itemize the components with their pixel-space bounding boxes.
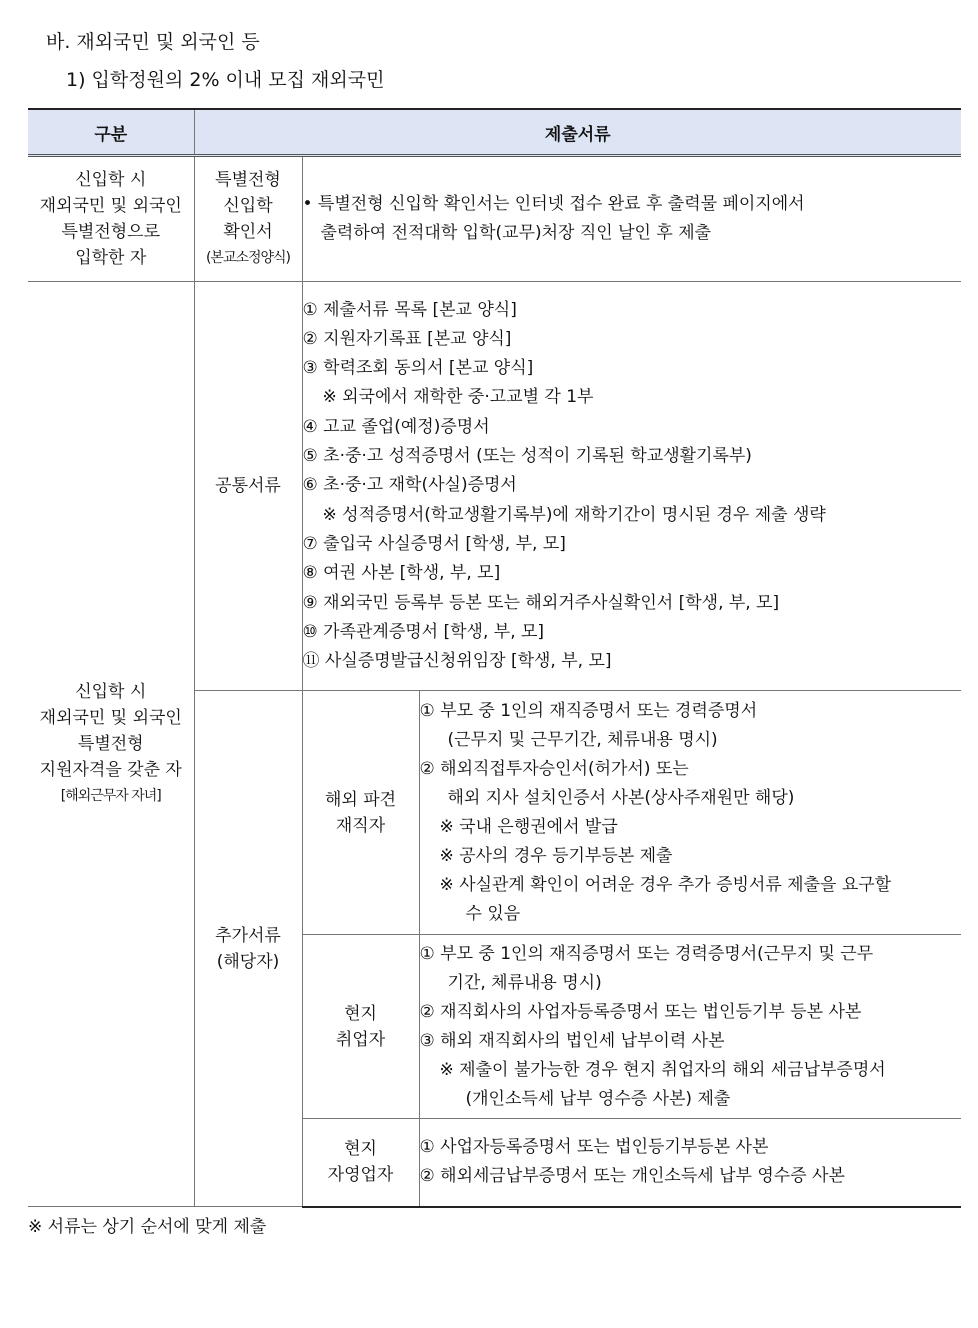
list-note: ※ 공사의 경우 등기부등본 제출 — [439, 845, 673, 866]
list-note-cont: (개인소득세 납부 영수증 사본) 제출 — [465, 1088, 731, 1109]
list-item: ② 해외직접투자승인서(허가서) 또는 — [419, 758, 689, 779]
applicant-line: 재외국민 및 외국인 — [39, 708, 182, 728]
list-item-cont: (근무지 및 근무기간, 체류내용 명시) — [447, 729, 718, 750]
list-item-cont: 기간, 체류내용 명시) — [447, 972, 602, 993]
table-row-new-admission-confirm — [28, 156, 961, 282]
list-item: ③ 해외 재직회사의 법인세 납부이력 사본 — [419, 1030, 725, 1051]
applicant-line: 특별전형 — [77, 734, 144, 754]
list-note: ※ 외국에서 재학한 중·고교별 각 1부 — [322, 387, 594, 408]
list-item: ② 해외세금납부증명서 또는 개인소득세 납부 영수증 사본 — [419, 1166, 845, 1187]
dispatched-label — [302, 691, 419, 935]
list-note: ※ 제출이 불가능한 경우 현지 취업자의 해외 세금납부증명서 — [439, 1059, 886, 1080]
subsection-title: 1) 입학정원의 2% 이내 모집 재외국민 — [66, 69, 385, 91]
applicant-cell-1 — [28, 156, 194, 282]
list-item: ⑤ 초·중·고 성적증명서 (또는 성적이 기록된 학교생활기록부) — [302, 446, 752, 467]
list-item: ② 지원자기록표 [본교 양식] — [302, 328, 512, 349]
self-employed-label-line: 자영업자 — [327, 1165, 394, 1186]
applicant-line: 지원자격을 갖춘 자 — [39, 760, 182, 780]
self-employed-label-line: 현지 — [344, 1139, 377, 1160]
applicant-line: 입학한 자 — [75, 248, 147, 268]
list-item: ⑧ 여권 사본 [학생, 부, 모] — [302, 563, 501, 584]
list-item: ⑦ 출입국 사실증명서 [학생, 부, 모] — [302, 533, 566, 554]
list-item: ① 제출서류 목록 [본교 양식] — [302, 299, 517, 320]
applicant-cell-2 — [28, 282, 194, 1207]
list-item: ③ 학력조회 동의서 [본교 양식] — [302, 358, 534, 379]
list-note: ※ 국내 은행권에서 발급 — [439, 816, 618, 837]
list-item: ⑪ 사실증명발급신청위임장 [학생, 부, 모] — [302, 651, 612, 672]
local-employee-label-line: 현지 — [344, 1003, 377, 1024]
applicant-line: 재외국민 및 외국인 — [39, 196, 182, 216]
doc-type-note: (본교소정양식) — [205, 250, 291, 266]
header-documents: 제출서류 — [194, 109, 961, 156]
doc-type-cell — [194, 156, 302, 282]
dispatched-docs-list — [419, 691, 961, 935]
list-item: ⑥ 초·중·고 재학(사실)증명서 — [302, 475, 517, 496]
applicant-line: 신입학 시 — [75, 682, 147, 702]
doc-type-line: 특별전형 — [215, 170, 281, 190]
self-employed-docs-list — [419, 1119, 961, 1207]
list-item: ② 재직회사의 사업자등록증명서 또는 법인등기부 등본 사본 — [419, 1001, 862, 1022]
footnote: ※ 서류는 상기 순서에 맞게 제출 — [28, 1217, 267, 1237]
additional-docs-label — [194, 691, 302, 1207]
list-item: ① 부모 중 1인의 재직증명서 또는 경력증명서 — [419, 700, 758, 721]
list-note: ※ 성적증명서(학교생활기록부)에 재학기간이 명시된 경우 제출 생략 — [322, 504, 826, 525]
section-title: 바. 재외국민 및 외국인 등 — [46, 31, 260, 53]
confirm-instructions-cell — [302, 156, 961, 282]
additional-label-line: 추가서류 — [215, 925, 281, 946]
additional-label-line: (해당자) — [216, 951, 280, 972]
list-item-cont: 해외 지사 설치인증서 사본(상사주재원만 해당) — [447, 787, 795, 808]
list-item: ④ 고교 졸업(예정)증명서 — [302, 416, 490, 437]
common-docs-label: 공통서류 — [194, 282, 302, 691]
bullet-line: 출력하여 전적대학 입학(교무)처장 직인 날인 후 제출 — [320, 223, 712, 243]
self-employed-label — [302, 1119, 419, 1207]
list-item: ⑨ 재외국민 등록부 등본 또는 해외거주사실확인서 [학생, 부, 모] — [302, 592, 780, 613]
doc-type-line: 확인서 — [223, 222, 273, 242]
local-employee-docs-list — [419, 935, 961, 1119]
applicant-note: [해외근무자 자녀] — [60, 788, 161, 804]
common-docs-list — [302, 282, 961, 691]
header-category: 구분 — [28, 109, 194, 156]
list-item: ① 부모 중 1인의 재직증명서 또는 경력증명서(근무지 및 근무 — [419, 943, 874, 964]
applicant-line: 신입학 시 — [75, 170, 147, 190]
bullet-line: • 특별전형 신입학 확인서는 인터넷 접수 완료 후 출력물 페이지에서 — [302, 194, 805, 214]
local-employee-label — [302, 935, 419, 1119]
doc-type-line: 신입학 — [223, 196, 273, 216]
applicant-line: 특별전형으로 — [61, 222, 161, 242]
local-employee-label-line: 취업자 — [335, 1029, 386, 1050]
list-item: ⑩ 가족관계증명서 [학생, 부, 모] — [302, 621, 545, 642]
dispatched-label-line: 재직자 — [335, 815, 386, 836]
table-header-row — [28, 109, 961, 156]
documents-table — [28, 108, 961, 1208]
table-row-common-docs — [28, 282, 961, 691]
list-item: ① 사업자등록증명서 또는 법인등기부등본 사본 — [419, 1137, 769, 1158]
dispatched-label-line: 해외 파견 — [324, 789, 397, 810]
list-note: ※ 사실관계 확인이 어려운 경우 추가 증빙서류 제출을 요구할 — [439, 874, 892, 895]
list-note-cont: 수 있음 — [465, 903, 521, 924]
